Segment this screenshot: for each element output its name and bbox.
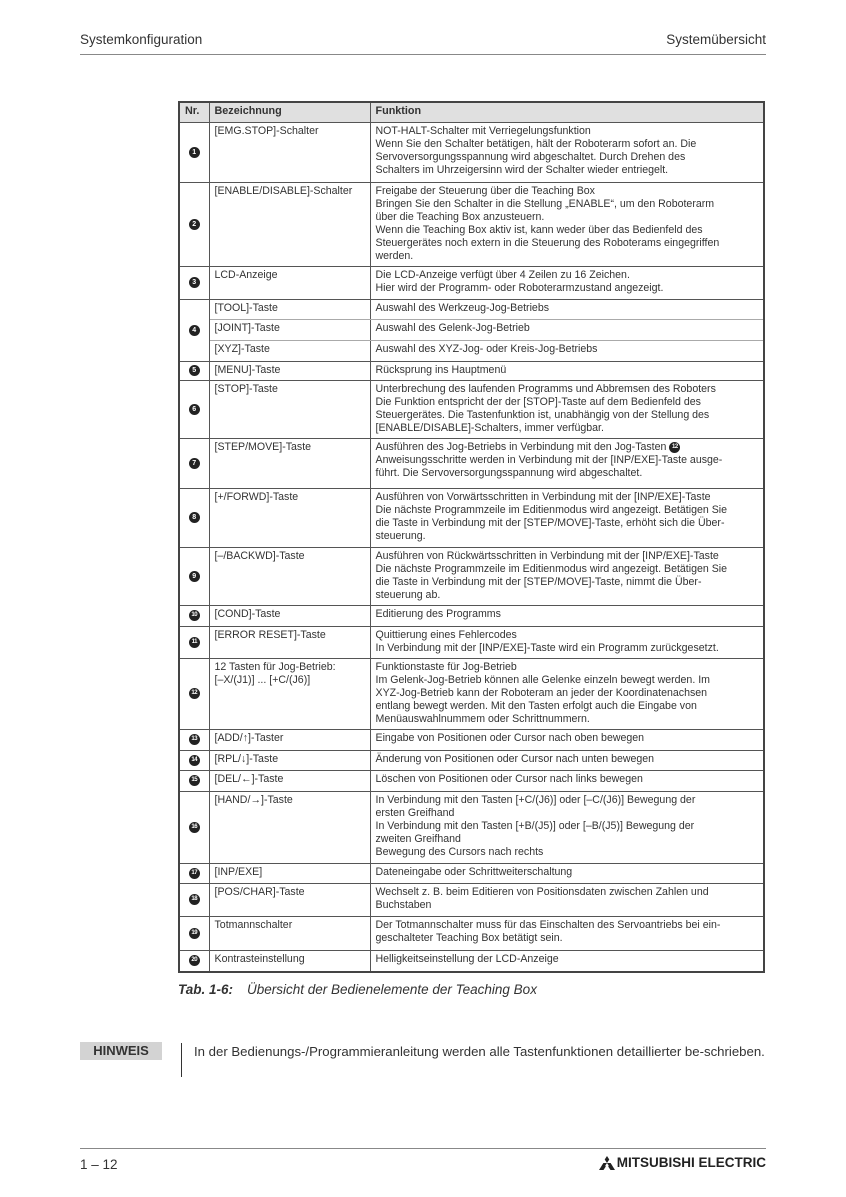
table-row	[179, 362, 764, 381]
funktion-text: führt. Die Servoversorgungsspannung wird abgeschaltet.	[375, 467, 643, 479]
cell-bezeichnung	[209, 183, 370, 267]
cell-bezeichnung	[209, 362, 370, 381]
funktion-line	[376, 629, 759, 642]
funktion-line	[376, 322, 759, 335]
cell-nr	[179, 917, 209, 951]
table-caption	[178, 982, 537, 997]
funktion-text: Menüauswahlnummem oder Schrittnummern.	[375, 713, 590, 725]
bezeichnung-line: Totmannschalter	[214, 919, 293, 931]
funktion-text: Löschen von Positionen oder Cursor nach links bewegen	[375, 773, 643, 785]
cell-nr	[179, 267, 209, 300]
funktion-text: Helligkeitseinstellung der LCD-Anzeige	[375, 953, 559, 965]
funktion-line	[376, 383, 759, 396]
funktion-line	[376, 820, 759, 833]
funktion-text: Auswahl des Werkzeug-Jog-Betriebs	[375, 302, 550, 314]
bezeichnung-line: [TOOL]-Taste	[214, 302, 278, 314]
cell-funktion	[370, 489, 764, 548]
cell-funktion	[370, 123, 764, 183]
funktion-line	[376, 138, 759, 151]
table-row	[179, 606, 764, 627]
funktion-text: steuerung ab.	[375, 589, 441, 601]
funktion-line	[376, 953, 759, 966]
funktion-text: über die Teaching Box anzusteuern.	[375, 211, 545, 223]
funktion-line	[376, 932, 759, 945]
funktion-line	[376, 732, 759, 745]
funktion-text: Steuergerätes noch extern in die Steuerung des Roboterams eingegriffen	[375, 237, 720, 249]
item-number-badge: 15	[189, 775, 200, 786]
column-header-nr: Nr.	[179, 102, 209, 123]
column-header-bezeichnung: Bezeichnung	[209, 102, 370, 123]
cell-funktion	[370, 917, 764, 951]
brand-logo	[599, 1155, 766, 1170]
cell-bezeichnung	[209, 381, 370, 439]
funktion-text: Buchstaben	[375, 899, 432, 911]
funktion-line	[376, 713, 759, 726]
cell-funktion	[370, 341, 764, 362]
funktion-line	[376, 576, 759, 589]
funktion-text: XYZ-Jog-Betrieb kann der Roboteram an jeder der Koordinatenachsen	[375, 687, 708, 699]
cell-bezeichnung	[209, 489, 370, 548]
cell-funktion	[370, 267, 764, 300]
funktion-text: Die nächste Programmzeile im Editienmodus wird angezeigt. Betätigen Sie	[375, 563, 728, 575]
table-row	[179, 751, 764, 771]
cell-bezeichnung	[209, 751, 370, 771]
cell-bezeichnung	[209, 300, 370, 320]
funktion-text: geschalteter Teaching Box betätigt sein.	[375, 932, 563, 944]
bezeichnung-line: [DEL/←]-Taste	[214, 773, 284, 785]
funktion-line	[376, 674, 759, 687]
table-row	[179, 951, 764, 972]
item-number-badge: 3	[189, 277, 200, 288]
caption-label: Tab. 1-6:	[178, 982, 234, 997]
item-number-badge: 11	[189, 637, 200, 648]
running-header-chapter: Systemübersicht	[666, 32, 766, 47]
funktion-text: Unterbrechung des laufenden Programms und Abbremsen des Roboters	[375, 383, 716, 395]
cell-nr	[179, 489, 209, 548]
table-row	[179, 884, 764, 917]
note-text: In der Bedienungs-/Programmieranleitung werden alle Tastenfunktionen detaillierter be-schrieben.	[194, 1044, 765, 1059]
item-number-badge: 6	[189, 404, 200, 415]
cell-nr	[179, 771, 209, 792]
funktion-line	[376, 269, 759, 282]
funktion-text: Im Gelenk-Jog-Betrieb können alle Gelenke einzeln bewegt werden. Im	[375, 674, 710, 686]
cell-nr	[179, 627, 209, 659]
funktion-line	[376, 589, 759, 602]
funktion-line	[376, 504, 759, 517]
bezeichnung-line: [EMG.STOP]-Schalter	[214, 125, 319, 137]
cell-bezeichnung	[209, 548, 370, 606]
cell-bezeichnung	[209, 123, 370, 183]
funktion-line	[376, 467, 759, 480]
funktion-line	[376, 550, 759, 563]
item-number-badge: 10	[189, 610, 200, 621]
funktion-text: Die nächste Programmzeile im Editienmodus wird angezeigt. Betätigen Sie	[375, 504, 728, 516]
item-number-badge: 14	[189, 755, 200, 766]
table-row	[179, 771, 764, 792]
item-number-badge: 20	[189, 955, 200, 966]
funktion-line	[376, 302, 759, 315]
item-number-badge: 7	[189, 458, 200, 469]
cell-funktion	[370, 951, 764, 972]
funktion-line	[376, 700, 759, 713]
item-number-badge: 17	[189, 868, 200, 879]
reference-number-badge: 12	[669, 442, 680, 453]
cell-bezeichnung	[209, 951, 370, 972]
cell-funktion	[370, 381, 764, 439]
table-row	[179, 123, 764, 183]
funktion-line	[376, 409, 759, 422]
cell-funktion	[370, 864, 764, 884]
cell-funktion	[370, 606, 764, 627]
cell-funktion	[370, 300, 764, 320]
funktion-line	[376, 794, 759, 807]
funktion-line	[376, 211, 759, 224]
funktion-text: die Taste in Verbindung mit der [STEP/MOVE]-Taste, nimmt die Über-	[375, 576, 702, 588]
cell-nr	[179, 792, 209, 864]
table-row	[179, 792, 764, 864]
funktion-text: Ausführen von Rückwärtsschritten in Verbindung mit der [INP/EXE]-Taste	[375, 550, 719, 562]
funktion-text: Bringen Sie den Schalter in die Stellung „ENABLE“, um den Roboterarm	[375, 198, 715, 210]
table-row	[179, 489, 764, 548]
bezeichnung-line: [MENU]-Taste	[214, 364, 281, 376]
funktion-text: Die LCD-Anzeige verfügt über 4 Zeilen zu 16 Zeichen.	[375, 269, 630, 281]
table-row	[179, 864, 764, 884]
cell-nr	[179, 606, 209, 627]
cell-nr	[179, 751, 209, 771]
table-row	[179, 439, 764, 489]
footer-rule	[80, 1148, 766, 1149]
funktion-line	[376, 608, 759, 621]
cell-funktion	[370, 771, 764, 792]
funktion-line	[376, 919, 759, 932]
cell-funktion	[370, 439, 764, 489]
funktion-text: Der Totmannschalter muss für das Einschalten des Servoantriebs bei ein-	[375, 919, 721, 931]
funktion-line	[376, 807, 759, 820]
cell-bezeichnung	[209, 606, 370, 627]
funktion-text: Eingabe von Positionen oder Cursor nach oben bewegen	[375, 732, 645, 744]
control-elements-table	[178, 101, 765, 973]
page-number: 1 – 12	[80, 1157, 118, 1172]
bezeichnung-line: 12 Tasten für Jog-Betrieb:	[214, 661, 336, 673]
cell-nr	[179, 300, 209, 362]
item-number-badge: 2	[189, 219, 200, 230]
funktion-line	[376, 151, 759, 164]
funktion-text: In Verbindung mit den Tasten [+B/(J5)] oder [–B/(J5)] Bewegung der	[375, 820, 695, 832]
cell-nr	[179, 548, 209, 606]
table-row	[179, 320, 764, 341]
table-row	[179, 381, 764, 439]
cell-nr	[179, 659, 209, 730]
funktion-text: Freigabe der Steuerung über die Teaching Box	[375, 185, 595, 197]
funktion-text: In Verbindung mit den Tasten [+C/(J6)] oder [–C/(J6)] Bewegung der	[375, 794, 696, 806]
table-row	[179, 341, 764, 362]
item-number-badge: 12	[189, 688, 200, 699]
brand-name: MITSUBISHI ELECTRIC	[616, 1155, 766, 1170]
cell-nr	[179, 864, 209, 884]
cell-bezeichnung	[209, 864, 370, 884]
bezeichnung-line: [ENABLE/DISABLE]-Schalter	[214, 185, 353, 197]
item-number-badge: 16	[189, 822, 200, 833]
cell-bezeichnung	[209, 730, 370, 751]
cell-funktion	[370, 362, 764, 381]
bezeichnung-line: Kontrasteinstellung	[214, 953, 305, 965]
item-number-badge: 9	[189, 571, 200, 582]
table-row	[179, 300, 764, 320]
funktion-line	[376, 491, 759, 504]
table-row	[179, 267, 764, 300]
bezeichnung-line: [–X/(J1)] ... [+C/(J6)]	[214, 674, 311, 686]
funktion-text: zweiten Greifhand	[375, 833, 461, 845]
column-header-funktion: Funktion	[370, 102, 764, 123]
mitsubishi-three-diamonds-icon	[599, 1156, 615, 1170]
table-header-row	[179, 102, 764, 123]
funktion-text: Wechselt z. B. beim Editieren von Positionsdaten zwischen Zahlen und	[375, 886, 709, 898]
cell-funktion	[370, 730, 764, 751]
funktion-text: Wenn die Teaching Box aktiv ist, kann weder über das Bedienfeld des	[375, 224, 703, 236]
table-row	[179, 548, 764, 606]
item-number-badge: 8	[189, 512, 200, 523]
funktion-line	[376, 687, 759, 700]
bezeichnung-line: [XYZ]-Taste	[214, 343, 270, 355]
cell-nr	[179, 381, 209, 439]
funktion-text: Auswahl des Gelenk-Jog-Betrieb	[375, 322, 530, 334]
note-label: HINWEIS	[80, 1042, 162, 1060]
funktion-text: Funktionstaste für Jog-Betrieb	[375, 661, 517, 673]
cell-bezeichnung	[209, 341, 370, 362]
funktion-line	[376, 343, 759, 356]
cell-funktion	[370, 320, 764, 341]
item-number-badge: 18	[189, 894, 200, 905]
funktion-line	[376, 530, 759, 543]
funktion-text: Änderung von Positionen oder Cursor nach unten bewegen	[375, 753, 655, 765]
cell-nr	[179, 362, 209, 381]
funktion-text: [ENABLE/DISABLE]-Schalters, immer verfügbar.	[375, 422, 604, 434]
funktion-line	[376, 517, 759, 530]
funktion-line	[376, 773, 759, 786]
cell-nr	[179, 884, 209, 917]
bezeichnung-line: [STOP]-Taste	[214, 383, 278, 395]
cell-funktion	[370, 548, 764, 606]
cell-bezeichnung	[209, 884, 370, 917]
cell-nr	[179, 439, 209, 489]
funktion-text: Schalters im Uhrzeigersinn wird der Schalter wieder entriegelt.	[375, 164, 669, 176]
funktion-line	[376, 866, 759, 879]
funktion-text: Dateneingabe oder Schrittweiterschaltung	[375, 866, 573, 878]
item-number-badge: 4	[189, 325, 200, 336]
funktion-text: Editierung des Programms	[375, 608, 501, 620]
bezeichnung-line: [COND]-Taste	[214, 608, 281, 620]
funktion-line	[376, 250, 759, 263]
bezeichnung-line: LCD-Anzeige	[214, 269, 278, 281]
table-row	[179, 730, 764, 751]
cell-funktion	[370, 884, 764, 917]
funktion-text: Bewegung des Cursors nach rechts	[375, 846, 544, 858]
funktion-line	[376, 364, 759, 377]
cell-bezeichnung	[209, 771, 370, 792]
cell-bezeichnung	[209, 320, 370, 341]
bezeichnung-line: [–/BACKWD]-Taste	[214, 550, 305, 562]
funktion-line	[376, 282, 759, 295]
cell-bezeichnung	[209, 627, 370, 659]
bezeichnung-line: [HAND/→]-Taste	[214, 794, 293, 806]
funktion-line	[376, 198, 759, 211]
cell-bezeichnung	[209, 267, 370, 300]
funktion-text: Ausführen von Vorwärtsschritten in Verbindung mit der [INP/EXE]-Taste	[375, 491, 711, 503]
funktion-line	[376, 661, 759, 674]
funktion-line	[376, 833, 759, 846]
funktion-line	[376, 454, 759, 467]
item-number-badge: 1	[189, 147, 200, 158]
funktion-text: Auswahl des XYZ-Jog- oder Kreis-Jog-Betriebs	[375, 343, 598, 355]
cell-nr	[179, 123, 209, 183]
funktion-text: Quittierung eines Fehlercodes	[375, 629, 517, 641]
funktion-line	[376, 422, 759, 435]
funktion-line	[376, 642, 759, 655]
cell-funktion	[370, 751, 764, 771]
funktion-text: ersten Greifhand	[375, 807, 455, 819]
funktion-text: steuerung.	[375, 530, 426, 542]
funktion-text: Steuergerätes. Die Tastenfunktion ist, unabhängig von der Stellung des	[375, 409, 710, 421]
caption-text: Übersicht der Bedienelemente der Teaching Box	[247, 982, 537, 997]
cell-nr	[179, 730, 209, 751]
funktion-line	[376, 886, 759, 899]
funktion-text: werden.	[375, 250, 414, 262]
funktion-text: Ausführen des Jog-Betriebs in Verbindung mit den Jog-Tasten	[375, 441, 667, 453]
cell-nr	[179, 951, 209, 972]
funktion-line	[376, 899, 759, 912]
funktion-text: Die Funktion entspricht der der [STOP]-Taste auf dem Bedienfeld des	[375, 396, 701, 408]
table-row	[179, 183, 764, 267]
table-row	[179, 917, 764, 951]
bezeichnung-line: [JOINT]-Taste	[214, 322, 280, 334]
funktion-line	[376, 441, 759, 454]
bezeichnung-line: [INP/EXE]	[214, 866, 263, 878]
funktion-line	[376, 753, 759, 766]
running-header-section: Systemkonfiguration	[80, 32, 203, 47]
table-row	[179, 627, 764, 659]
bezeichnung-line: [POS/CHAR]-Taste	[214, 886, 305, 898]
bezeichnung-line: [ERROR RESET]-Taste	[214, 629, 326, 641]
funktion-line	[376, 396, 759, 409]
funktion-line	[376, 224, 759, 237]
cell-bezeichnung	[209, 439, 370, 489]
funktion-text: entlang bewegt werden. Mit den Tasten erfolgt auch die Eingabe von	[375, 700, 697, 712]
bezeichnung-line: [ADD/↑]-Taster	[214, 732, 284, 744]
funktion-line	[376, 185, 759, 198]
cell-nr	[179, 183, 209, 267]
funktion-line	[376, 164, 759, 177]
funktion-text: Anweisungsschritte werden in Verbindung mit der [INP/EXE]-Taste ausge-	[375, 454, 723, 466]
bezeichnung-line: [RPL/↓]-Taste	[214, 753, 279, 765]
cell-funktion	[370, 627, 764, 659]
funktion-line	[376, 563, 759, 576]
cell-funktion	[370, 659, 764, 730]
funktion-text: Wenn Sie den Schalter betätigen, hält der Roboterarm sofort an. Die	[375, 138, 697, 150]
funktion-text: Rücksprung ins Hauptmenü	[375, 364, 507, 376]
item-number-badge: 5	[189, 365, 200, 376]
bezeichnung-line: [+/FORWD]-Taste	[214, 491, 299, 503]
cell-bezeichnung	[209, 792, 370, 864]
table-row	[179, 659, 764, 730]
cell-bezeichnung	[209, 917, 370, 951]
funktion-line	[376, 237, 759, 250]
bezeichnung-line: [STEP/MOVE]-Taste	[214, 441, 312, 453]
header-rule	[80, 54, 766, 55]
funktion-text: In Verbindung mit der [INP/EXE]-Taste wird ein Programm zurückgesetzt.	[375, 642, 719, 654]
note-divider	[181, 1043, 182, 1077]
item-number-badge: 13	[189, 734, 200, 745]
cell-bezeichnung	[209, 659, 370, 730]
funktion-text: Hier wird der Programm- oder Roboterarmzustand angezeigt.	[375, 282, 664, 294]
cell-funktion	[370, 792, 764, 864]
item-number-badge: 19	[189, 928, 200, 939]
funktion-text: NOT-HALT-Schalter mit Verriegelungsfunktion	[375, 125, 591, 137]
cell-funktion	[370, 183, 764, 267]
funktion-line	[376, 125, 759, 138]
funktion-text: die Taste in Verbindung mit der [STEP/MOVE]-Taste, erhöht sich die Über-	[375, 517, 725, 529]
funktion-line	[376, 846, 759, 859]
funktion-text: Servoversorgungsspannung wird abgeschaltet. Durch Drehen des	[375, 151, 686, 163]
